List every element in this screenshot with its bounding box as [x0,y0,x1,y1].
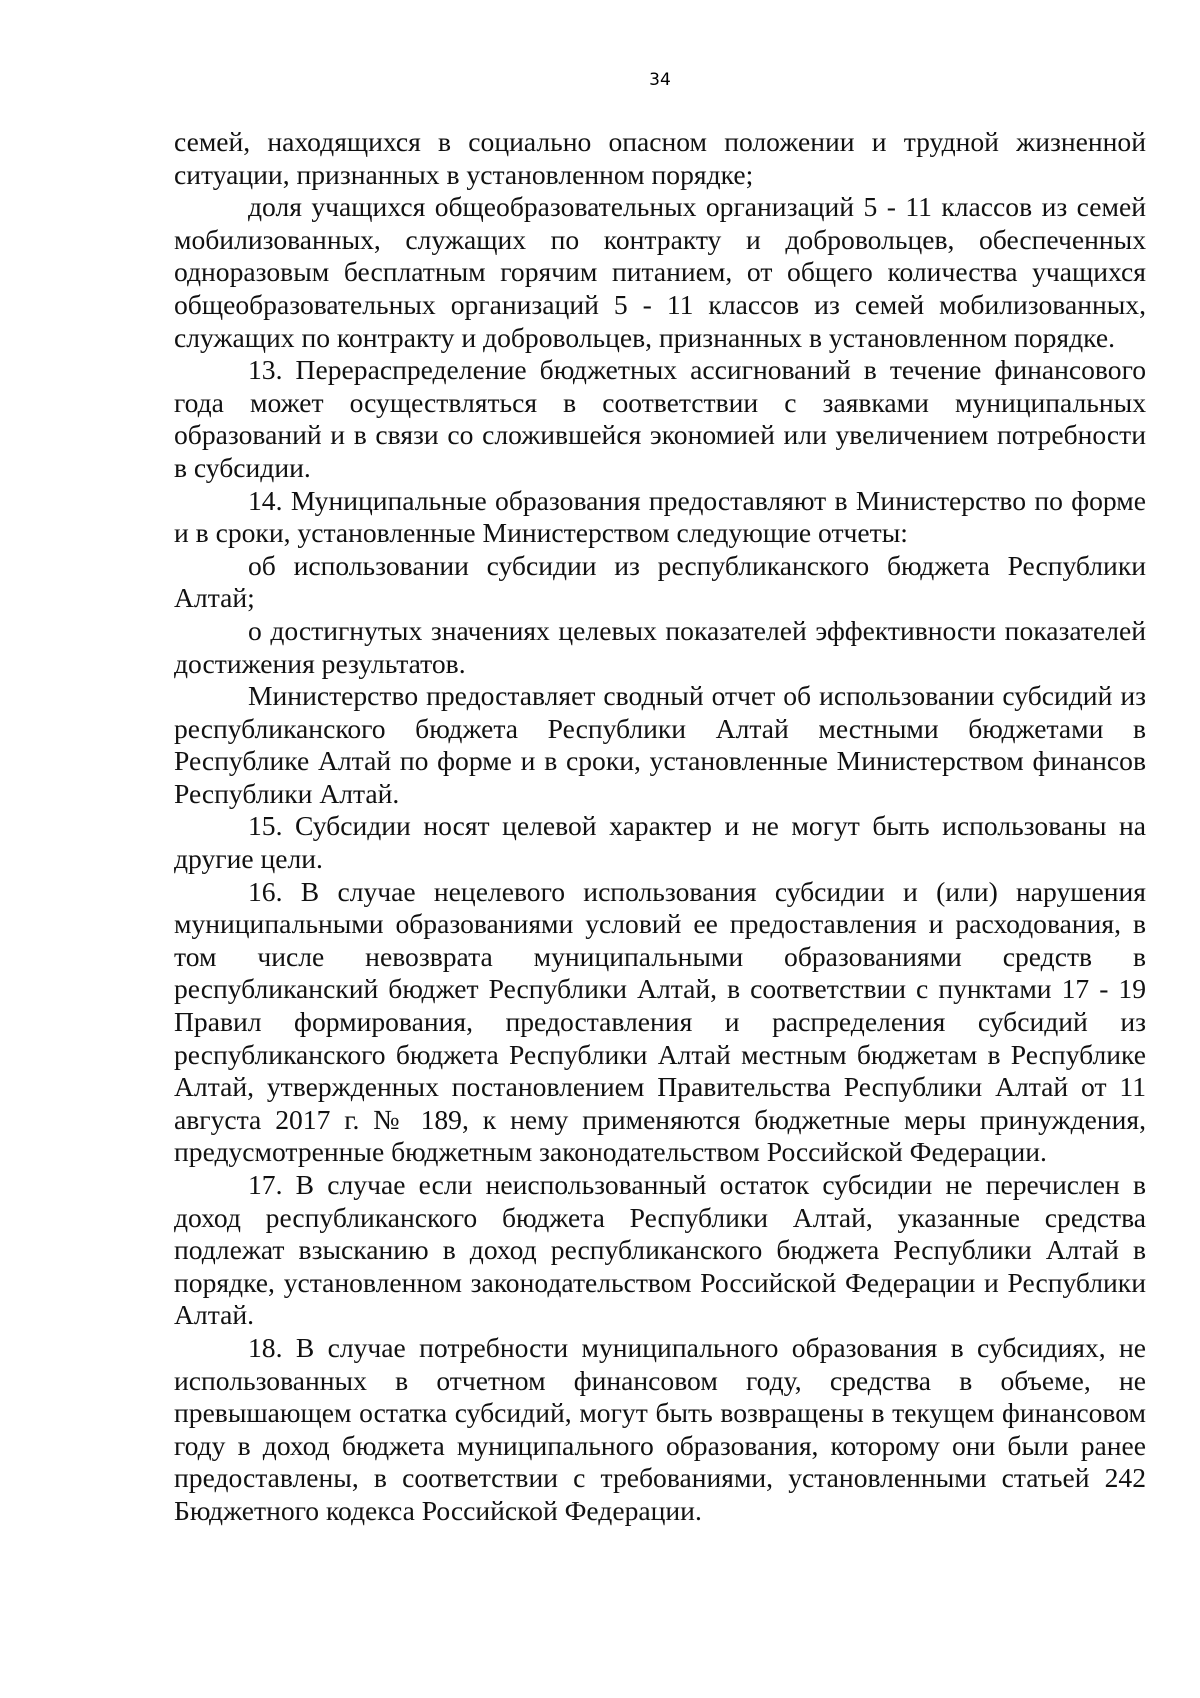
paragraph-item-14: 14. Муниципальные образования предоставляют в Министерство по форме и в сроки, установленные Министерством следующие отчеты: [174,484,1146,549]
paragraph-share-of-students: доля учащихся общеобразовательных организаций 5 - 11 классов из семей мобилизованных, служащих по контракту и добровольцев, обеспеченных одноразовым бесплатным горячим питанием, от общего количества учащихся общеобразовательных организаций 5 - 11 классов из семей мобилизованных, служащих по контракту и добровольцев, признанных в установленном порядке. [174,191,1146,353]
paragraph-item-17: 17. В случае если неиспользованный остаток субсидии не перечислен в доход республиканского бюджета Республики Алтай, указанные средства подлежат взысканию в доход республиканского бюджета Республики Алтай в порядке, установленном законодательством Российской Федерации и Республики Алтай. [174,1169,1146,1331]
paragraph-ministry-report: Министерство предоставляет сводный отчет об использовании субсидий из республиканского бюджета Республики Алтай местными бюджетами в Республике Алтай по форме и в сроки, установленные Министерством финансов Республики Алтай. [174,680,1146,809]
paragraph-item-18: 18. В случае потребности муниципального образования в субсидиях, не использованных в отчетном финансовом году, средства в объеме, не превышающем остатка субсидий, могут быть возвращены в текущем финансовом году в доход бюджета муниципального образования, которому они были ранее предоставлены, в соответствии с требованиями, установленными статьей 242 Бюджетного кодекса Российской Федерации. [174,1331,1146,1526]
paragraph-item-15: 15. Субсидии носят целевой характер и не могут быть использованы на другие цели. [174,810,1146,875]
paragraph-report-usage: об использовании субсидии из республиканского бюджета Республики Алтай; [174,549,1146,614]
paragraph-report-indicators: о достигнутых значениях целевых показателей эффективности показателей достижения результатов. [174,614,1146,679]
page-number: 34 [649,70,671,90]
paragraph-item-16: 16. В случае нецелевого использования субсидии и (или) нарушения муниципальными образованиями условий ее предоставления и расходования, в том числе невозврата муниципальными образованиями средств в республиканский бюджет Республики Алтай, в соответствии с пунктами 17 - 19 Правил формирования, предоставления и распределения субсидий из республиканского бюджета Республики Алтай местным бюджетам в Республике Алтай, утвержденных постановлением Правительства Республики Алтай от 11 августа 2017 г. № 189, к нему применяются бюджетные меры принуждения, предусмотренные бюджетным законодательством Российской Федерации. [174,875,1146,1168]
document-body [174,126,1146,1528]
paragraph-item-13: 13. Перераспределение бюджетных ассигнований в течение финансового года может осуществляться в соответствии с заявками муниципальных образований и в связи со сложившейся экономией или увеличением потребности в субсидии. [174,354,1146,483]
paragraph-continuation: семей, находящихся в социально опасном положении и трудной жизненной ситуации, признанных в установленном порядке; [174,126,1146,190]
